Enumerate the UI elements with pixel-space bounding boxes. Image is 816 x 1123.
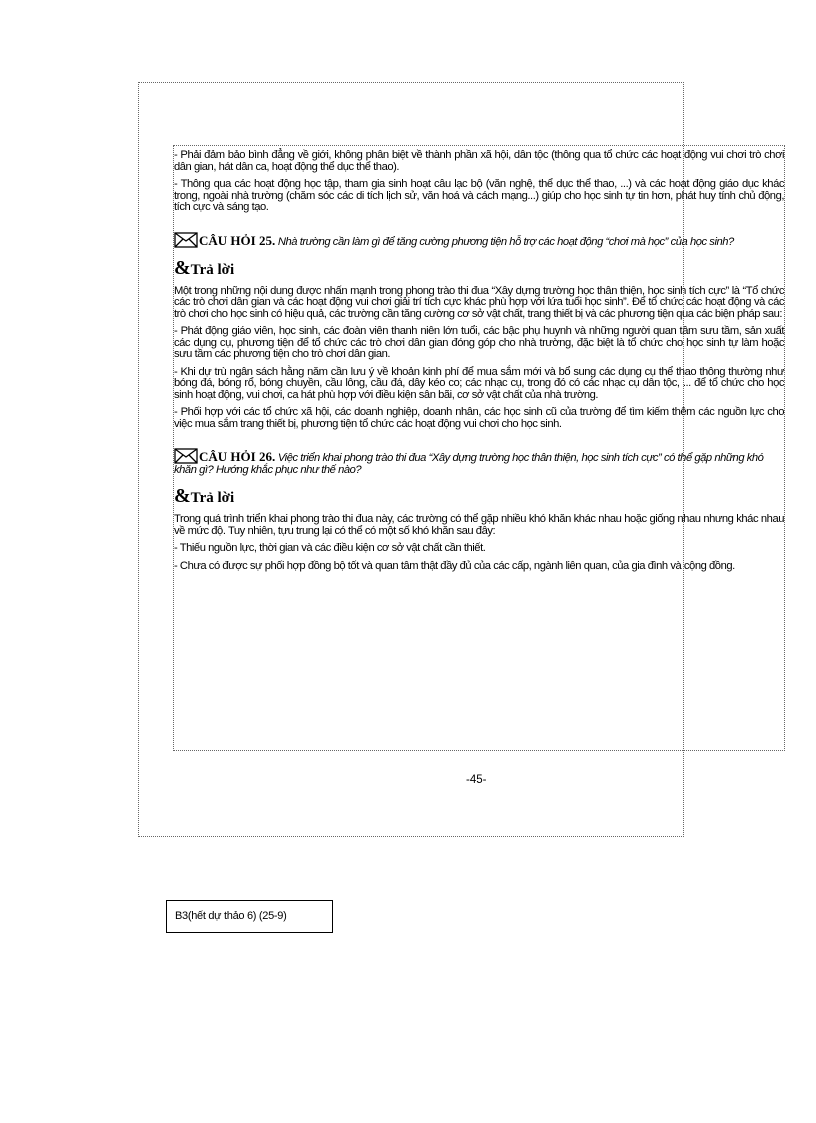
answer-26-label: Trả lời [190, 490, 235, 506]
answer-26-paragraph-3: - Chưa có được sự phối hợp đồng bộ tốt và quan tâm thật đầy đủ của các cấp, ngành liên quan, của gia đình và cộng đồng. [174, 559, 735, 572]
draft-note-text: B3(hết dự thảo 6) (25-9) [175, 910, 287, 922]
answer-25-paragraph-3: - Khi dự trù ngân sách hằng năm cần lưu ý về khoản kinh phí để mua sắm mới và bổ sung các dụng cụ thể thao thông thường như bóng đá, bóng rổ, bóng chuyền, cầu lông, cầu đá, dây kéo co; các nhạc cụ, trong đó có các nhạc cụ dân tộc, ... để tổ chức cho học sinh hoạt động, vui chơi, ca hát phù hợp với điều kiện sân bãi, cơ sở vật chất của nhà trường. [174, 365, 784, 401]
question-25-label: CÂU HỎI 25. [199, 232, 276, 248]
answer-25-label: Trả lời [190, 261, 235, 278]
envelope-icon [174, 448, 198, 464]
question-25-heading [174, 232, 784, 248]
answer-26-heading [174, 485, 784, 507]
answer-25-paragraph-2: - Phát động giáo viên, học sinh, các đoàn viên thanh niên lớn tuổi, các bậc phụ huynh và những người quan tâm sưu tầm, sản xuất các dụng cụ, phương tiện để tổ chức các trò chơi dân gian đóng góp cho nhà trường, đặc biệt là tổ chức cho học sinh tự làm hoặc sưu tầm các phương tiện cho trò chơi dân gian. [174, 325, 784, 360]
answer-25-heading [174, 256, 784, 279]
answer-26-paragraph-2: - Thiếu nguồn lực, thời gian và các điều kiện cơ sở vật chất cần thiết. [174, 542, 486, 554]
draft-note-box [166, 900, 333, 933]
answer-25-paragraph-4: - Phối hợp với các tổ chức xã hội, các doanh nghiệp, doanh nhân, các học sinh cũ của trường để tìm kiếm thêm các nguồn lực cho việc mua sắm trang thiết bị, phương tiện tổ chức các hoạt động vui chơi cho học sinh. [174, 406, 784, 430]
question-26-label: CÂU HỎI 26. [199, 449, 276, 464]
page-number: -45- [466, 774, 487, 786]
document-body [174, 150, 784, 578]
envelope-icon [174, 232, 198, 248]
answer-26-paragraph-1: Trong quá trình triển khai phong trào thi đua này, các trường có thể gặp nhiều khó khăn khác nhau hoặc giống nhau nhưng khác nhau về mức độ. Tuy nhiên, tựu trung lại có thể có một số khó khăn sau đây: [174, 513, 784, 537]
question-26-text: Việc triển khai phong trào thi đua “Xây dựng trường học thân thiện, học sinh tích cực” có thể gặp những khó khăn gì? Hướng khắc phục như thế nào? [174, 452, 764, 476]
ampersand-icon: & [174, 256, 191, 279]
ampersand-icon: & [174, 485, 191, 507]
answer-25-paragraph-1: Một trong những nội dung được nhấn mạnh trong phong trào thi đua “Xây dựng trường học thân thiện, học sinh tích cực” là “Tổ chức các trò chơi dân gian và các hoạt động vui chơi giải trí tích cực khác phù hợp với lứa tuổi học sinh”. Để tổ chức các hoạt động và các trò chơi cho học sinh có hiệu quả, các trường cần tăng cường cơ sở vật chất, trang thiết bị và các phương tiện qua các biện pháp sau: [174, 284, 784, 320]
intro-paragraph-2: - Thông qua các hoạt động học tập, tham gia sinh hoạt câu lạc bộ (văn nghệ, thể dục thể thao, ...) và các hoạt động giáo dục khác trong, ngoài nhà trường (chăm sóc các di tích lịch sử, văn hoá và cách mạng...) giúp cho học sinh tự tin hơn, phát huy tính chủ động, tích cực và sáng tạo. [174, 178, 784, 213]
intro-paragraph-1: - Phải đảm bảo bình đẳng về giới, không phân biệt về thành phần xã hội, dân tộc (thông qua tổ chức các hoạt động vui chơi trò chơi dân gian, hát dân ca, hoạt động thể dục thể thao). [174, 149, 784, 173]
question-25-text: Nhà trường cần làm gì để tăng cường phương tiện hỗ trợ các hoạt động “chơi mà học” của học sinh? [277, 235, 734, 248]
question-26-heading [174, 448, 784, 476]
